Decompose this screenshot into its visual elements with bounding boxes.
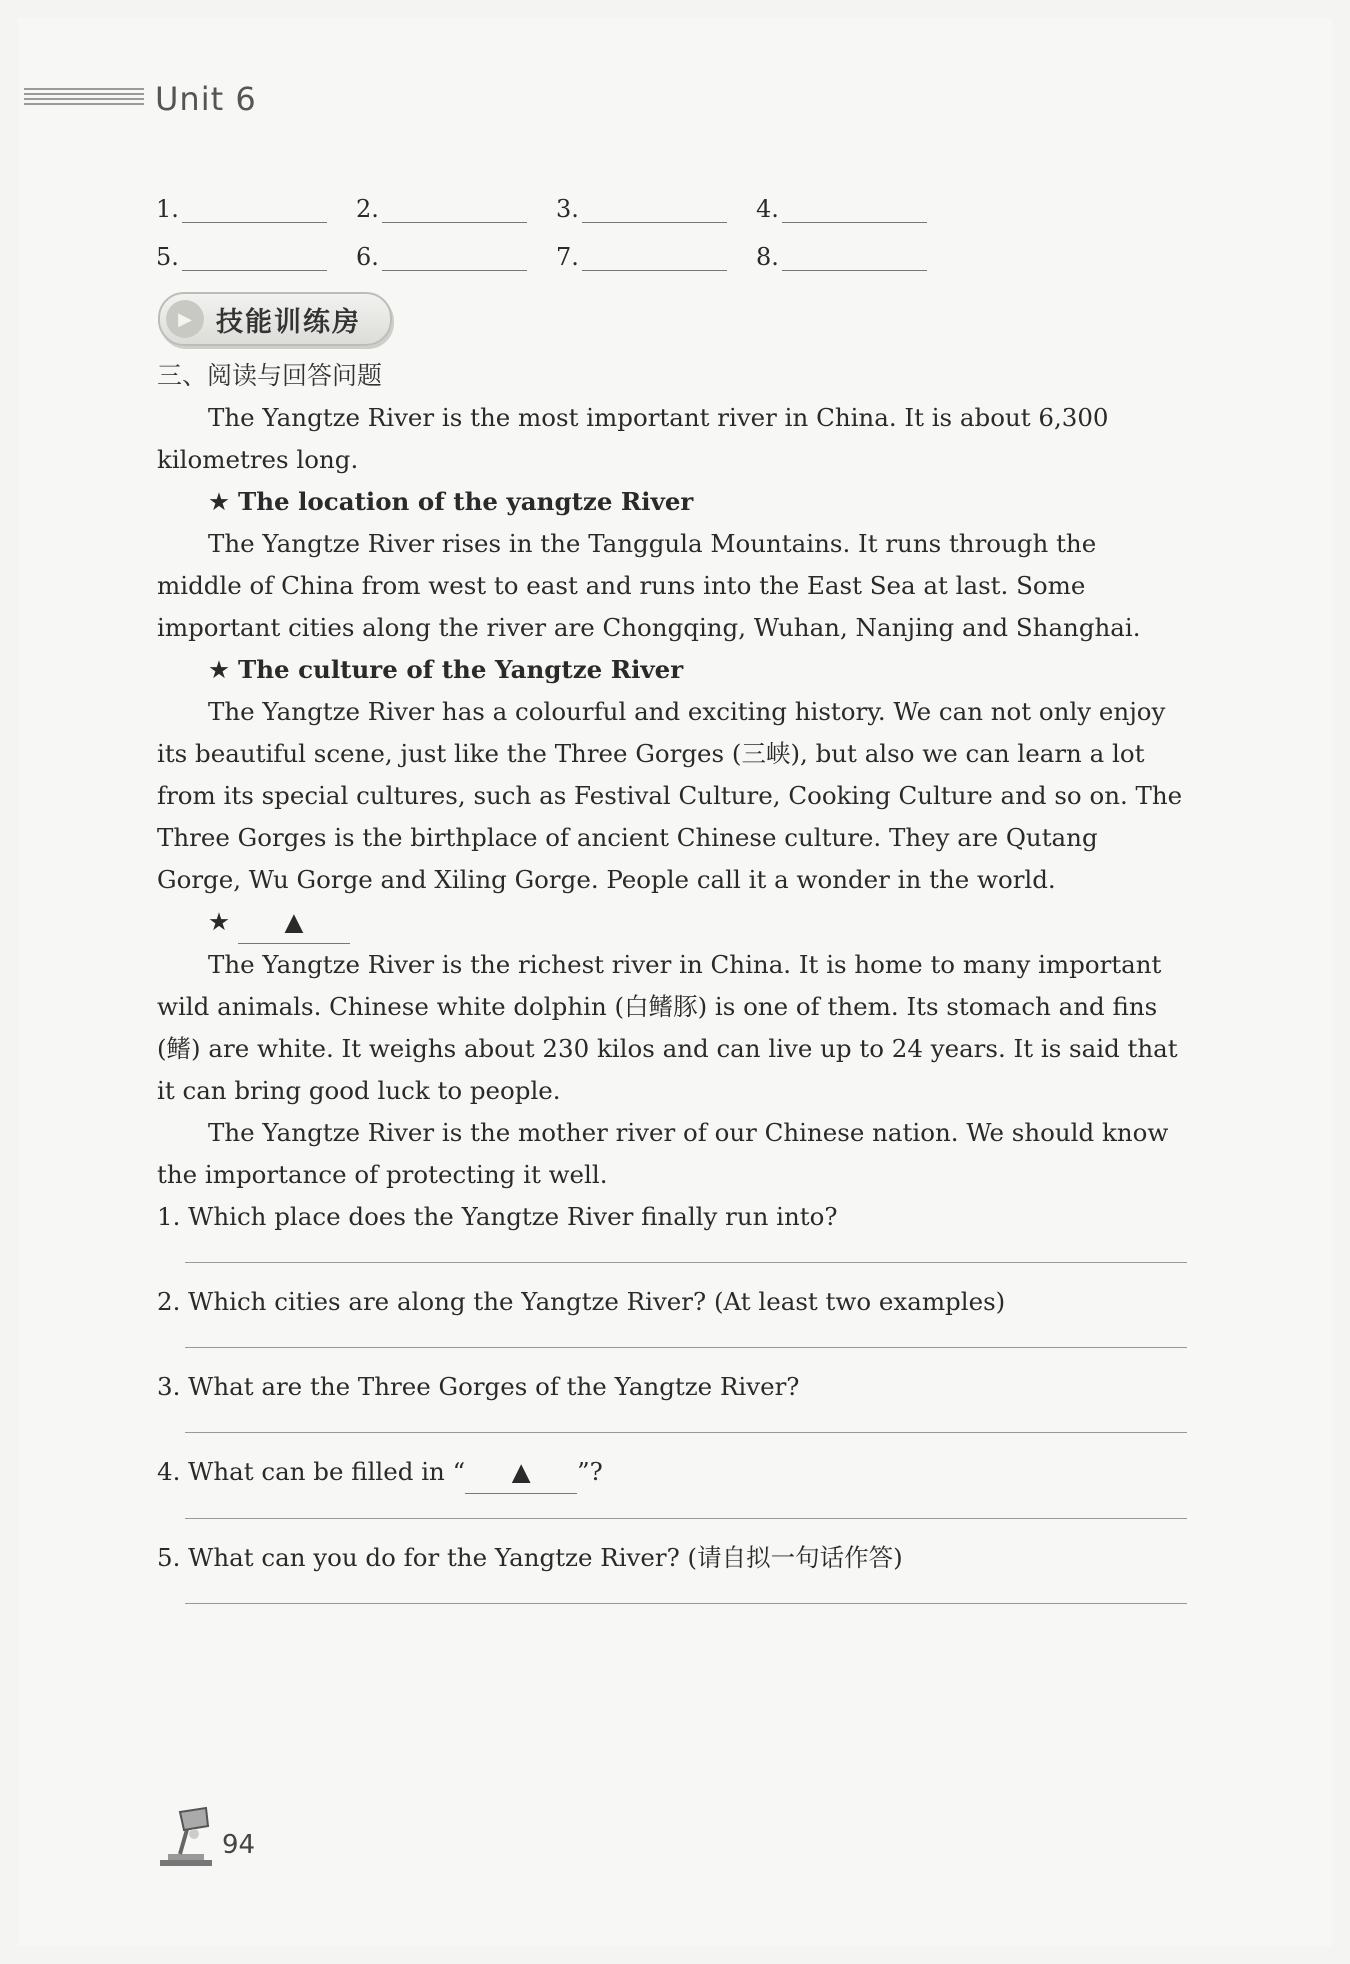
question-4: 4. What can be filled in “ ▲ ”?	[157, 1451, 1187, 1494]
section-title: 三、阅读与回答问题	[157, 361, 383, 390]
section-badge-label: 技能训练房	[216, 306, 361, 338]
answer-line-1[interactable]	[185, 1238, 1187, 1263]
passage-animals: The Yangtze River is the richest river in China. It is home to many important wild animals. Chinese white dolphin (白鳍豚) is one of them. Its stomach and fins (鳍) are white. It weighs about 230 kilos and can live up to 24 years. It is said that it can bring good luck to people.	[157, 950, 1178, 1105]
desk-lamp-icon	[158, 1804, 214, 1868]
unit-title: Unit 6	[155, 80, 257, 118]
section-badge	[158, 292, 392, 346]
star-icon: ★	[208, 907, 230, 936]
answer-line-3[interactable]	[185, 1408, 1187, 1433]
star-icon: ★	[208, 655, 230, 684]
passage-heading-culture: ★ The culture of the Yangtze River	[208, 655, 684, 684]
blank-row	[156, 175, 956, 223]
question-5: 5. What can you do for the Yangtze River? (请自拟一句话作答)	[157, 1543, 903, 1572]
blank-3[interactable]: 3.	[556, 175, 756, 223]
passage-culture: The Yangtze River has a colourful and exciting history. We can not only enjoy its beautiful scene, just like the Three Gorges (三峡), but also we can learn a lot from its special cultures, such as Festival Culture, Cooking Culture and so on. The Three Gorges is the birthplace of ancient Chinese culture. They are Qutang Gorge, Wu Gorge and Xiling Gorge. People call it a wonder in the world.	[157, 697, 1183, 894]
question-2: 2. Which cities are along the Yangtze River? (At least two examples)	[157, 1287, 1006, 1316]
header-decoration	[24, 88, 144, 116]
blank-8[interactable]: 8.	[756, 223, 956, 271]
answer-blanks	[156, 175, 956, 271]
blank-5[interactable]: 5.	[156, 223, 356, 271]
passage-intro: The Yangtze River is the most important river in China. It is about 6,300 kilometres long.	[157, 403, 1109, 474]
reading-section	[157, 355, 1187, 1622]
blank-row	[156, 223, 956, 271]
answer-line-2[interactable]	[185, 1323, 1187, 1348]
blank-7[interactable]: 7.	[556, 223, 756, 271]
blank-6[interactable]: 6.	[356, 223, 556, 271]
page-number: 94	[222, 1830, 256, 1860]
play-icon: ▶	[166, 300, 204, 338]
star-icon: ★	[208, 487, 230, 516]
answer-line-4[interactable]	[185, 1494, 1187, 1519]
passage-location: The Yangtze River rises in the Tanggula Mountains. It runs through the middle of China from west to east and runs into the East Sea at last. Some important cities along the river are Chongqing, Wuhan, Nanjing and Shanghai.	[157, 529, 1141, 642]
question-3: 3. What are the Three Gorges of the Yangtze River?	[157, 1372, 800, 1401]
triangle-icon[interactable]: ▲	[238, 901, 350, 944]
blank-2[interactable]: 2.	[356, 175, 556, 223]
passage-heading-blank	[157, 901, 1187, 944]
blank-4[interactable]: 4.	[756, 175, 956, 223]
passage-heading-location: ★ The location of the yangtze River	[208, 487, 694, 516]
answer-line-5[interactable]	[185, 1579, 1187, 1604]
blank-1[interactable]: 1.	[156, 175, 356, 223]
passage-conclusion: The Yangtze River is the mother river of our Chinese nation. We should know the importance of protecting it well.	[157, 1118, 1169, 1189]
triangle-icon: ▲	[465, 1451, 577, 1494]
question-1: 1. Which place does the Yangtze River finally run into?	[157, 1202, 838, 1231]
